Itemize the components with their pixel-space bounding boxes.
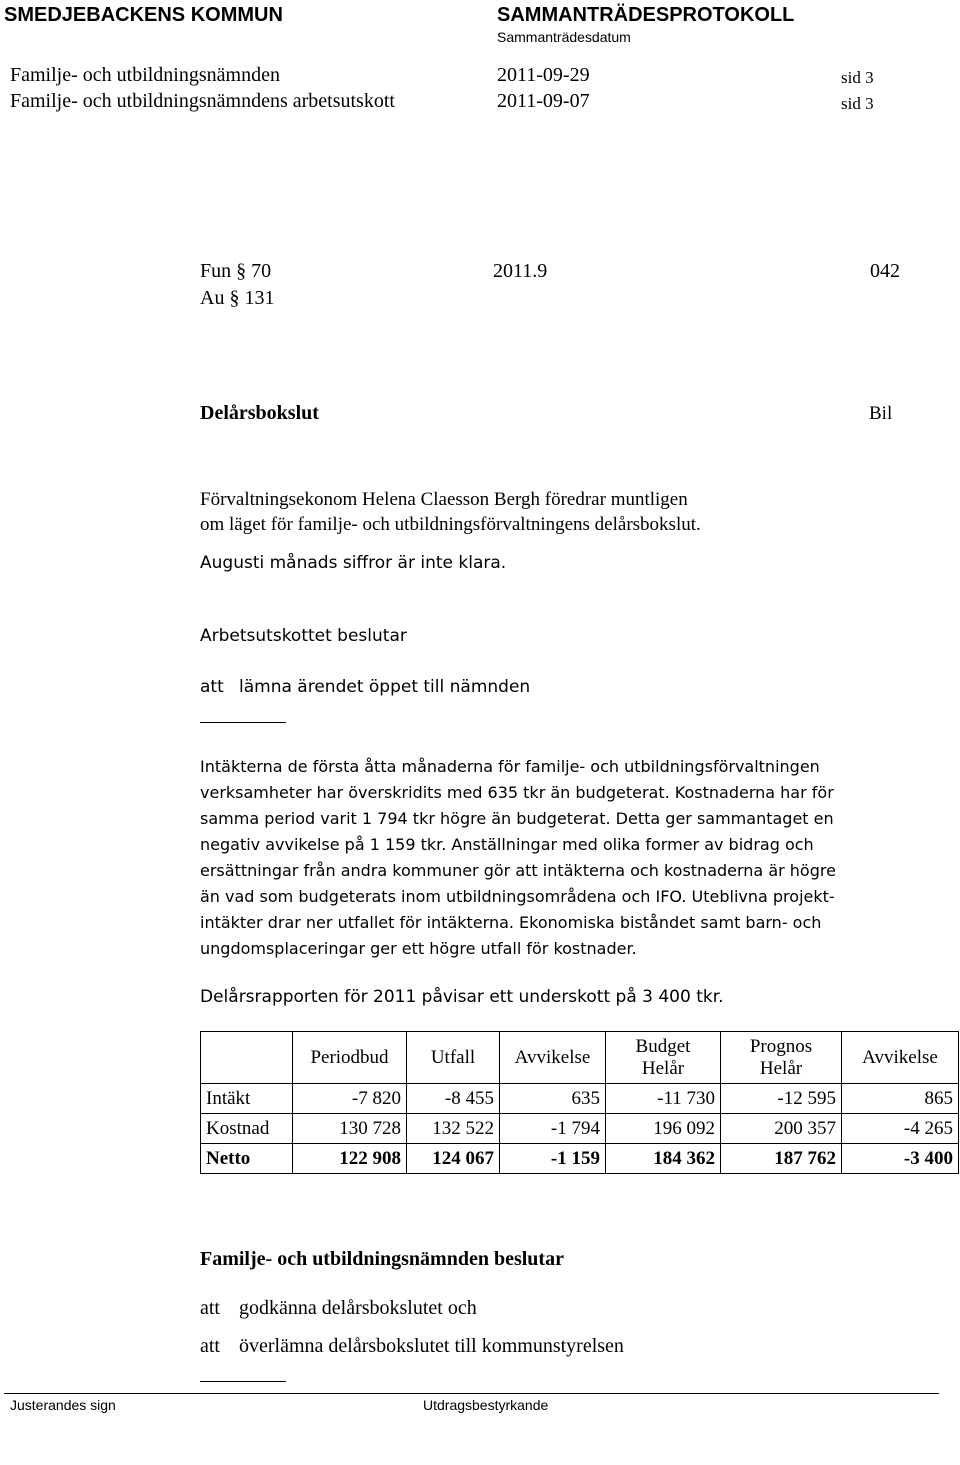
- table-cell: 635: [500, 1084, 606, 1114]
- body-line-2: verksamheter har överskridits med 635 tkr än budgeterat. Kostnaderna har för: [200, 783, 834, 802]
- board-decision-att-1: att: [200, 1297, 220, 1319]
- table-cell: 132 522: [407, 1114, 500, 1144]
- meeting-date-label: Sammanträdesdatum: [497, 29, 631, 45]
- summary-line: Delårsrapporten för 2011 påvisar ett underskott på 3 400 tkr.: [200, 987, 724, 1007]
- board-decision-att-2: att: [200, 1335, 220, 1357]
- table-cell: 196 092: [606, 1114, 721, 1144]
- protocol-title: SAMMANTRÄDESPROTOKOLL: [497, 4, 795, 26]
- row-label: Kostnad: [201, 1114, 293, 1144]
- table-cell: -1 794: [500, 1114, 606, 1144]
- case-attachment: Bil: [869, 403, 893, 424]
- body-line-3: samma period varit 1 794 tkr högre än budgeterat. Detta ger sammantaget en: [200, 809, 834, 828]
- header-date-2: 2011-09-07: [497, 90, 590, 112]
- board-decision-text-1: godkänna delårsbokslutet och: [239, 1297, 477, 1319]
- table-cell: 124 067: [407, 1144, 500, 1174]
- body-line-5: ersättningar från andra kommuner gör att intäkterna och kostnaderna är högre: [200, 861, 836, 880]
- case-title: Delårsbokslut: [200, 402, 319, 424]
- table-header-cell: Utfall: [407, 1032, 500, 1084]
- table-cell: -8 455: [407, 1084, 500, 1114]
- financial-table: [200, 1031, 959, 1174]
- board-decision-text-2: överlämna delårsbokslutet till kommunstyrelsen: [239, 1335, 624, 1357]
- case-ref-au: Au § 131: [200, 287, 275, 309]
- table-header-cell: Avvikelse: [842, 1032, 959, 1084]
- header-body-1: Familje- och utbildningsnämnden: [10, 64, 280, 86]
- body-line-8: ungdomsplaceringar ger ett högre utfall för kostnader.: [200, 939, 637, 958]
- case-code: 042: [870, 260, 900, 282]
- intro-line-1: Förvaltningsekonom Helena Claesson Bergh föredrar muntligen: [200, 489, 688, 510]
- body-line-7: intäkter drar ner utfallet för intäkterna. Ekonomiska biståndet samt barn- och: [200, 913, 822, 932]
- table-header-cell: [201, 1032, 293, 1084]
- footer-utdrag: Utdragsbestyrkande: [423, 1397, 549, 1413]
- table-header-cell: Avvikelse: [500, 1032, 606, 1084]
- au-decision-heading: Arbetsutskottet beslutar: [200, 626, 407, 646]
- table-row: [201, 1114, 959, 1144]
- board-decision-heading: Familje- och utbildningsnämnden beslutar: [200, 1248, 564, 1270]
- table-row-total: [201, 1144, 959, 1174]
- table-cell: 122 908: [293, 1144, 407, 1174]
- table-header-row: [201, 1032, 959, 1084]
- table-cell: 865: [842, 1084, 959, 1114]
- intro-line-2: om läget för familje- och utbildningsförvaltningens delårsbokslut.: [200, 514, 701, 535]
- table-cell: -12 595: [721, 1084, 842, 1114]
- body-line-6: än vad som budgeterats inom utbildningsområdena och IFO. Uteblivna projekt-: [200, 887, 835, 906]
- board-decision-separator: [200, 1381, 286, 1382]
- table-header-cell: Prognos Helår: [721, 1032, 842, 1084]
- table-cell: 187 762: [721, 1144, 842, 1174]
- header-date-1: 2011-09-29: [497, 64, 590, 86]
- table-cell: 200 357: [721, 1114, 842, 1144]
- table-cell: -3 400: [842, 1144, 959, 1174]
- table-cell: -1 159: [500, 1144, 606, 1174]
- intro-line-3: Augusti månads siffror är inte klara.: [200, 553, 507, 573]
- au-decision-text: lämna ärendet öppet till nämnden: [239, 677, 531, 697]
- table-cell: -4 265: [842, 1114, 959, 1144]
- footer-rule: [4, 1393, 939, 1394]
- municipality-name: SMEDJEBACKENS KOMMUN: [4, 4, 283, 26]
- header-body-2: Familje- och utbildningsnämndens arbetsutskott: [10, 90, 395, 112]
- header-page-1: sid 3: [841, 68, 874, 87]
- footer-justering: Justerandes sign: [10, 1397, 116, 1413]
- body-line-1: Intäkterna de första åtta månaderna för familje- och utbildningsförvaltningen: [200, 757, 820, 776]
- decision-separator: [200, 722, 286, 723]
- table-header-cell: Budget Helår: [606, 1032, 721, 1084]
- table-cell: -7 820: [293, 1084, 407, 1114]
- table-header-cell: Periodbud: [293, 1032, 407, 1084]
- table-cell: 184 362: [606, 1144, 721, 1174]
- table-cell: 130 728: [293, 1114, 407, 1144]
- row-label: Netto: [201, 1144, 293, 1174]
- row-label: Intäkt: [201, 1084, 293, 1114]
- table-row: [201, 1084, 959, 1114]
- header-page-2: sid 3: [841, 94, 874, 113]
- case-ref-fun: Fun § 70: [200, 260, 272, 282]
- table-cell: -11 730: [606, 1084, 721, 1114]
- au-decision-att: att: [200, 677, 224, 697]
- body-line-4: negativ avvikelse på 1 159 tkr. Anställningar med olika former av bidrag och: [200, 835, 814, 854]
- case-dnr: 2011.9: [493, 260, 548, 282]
